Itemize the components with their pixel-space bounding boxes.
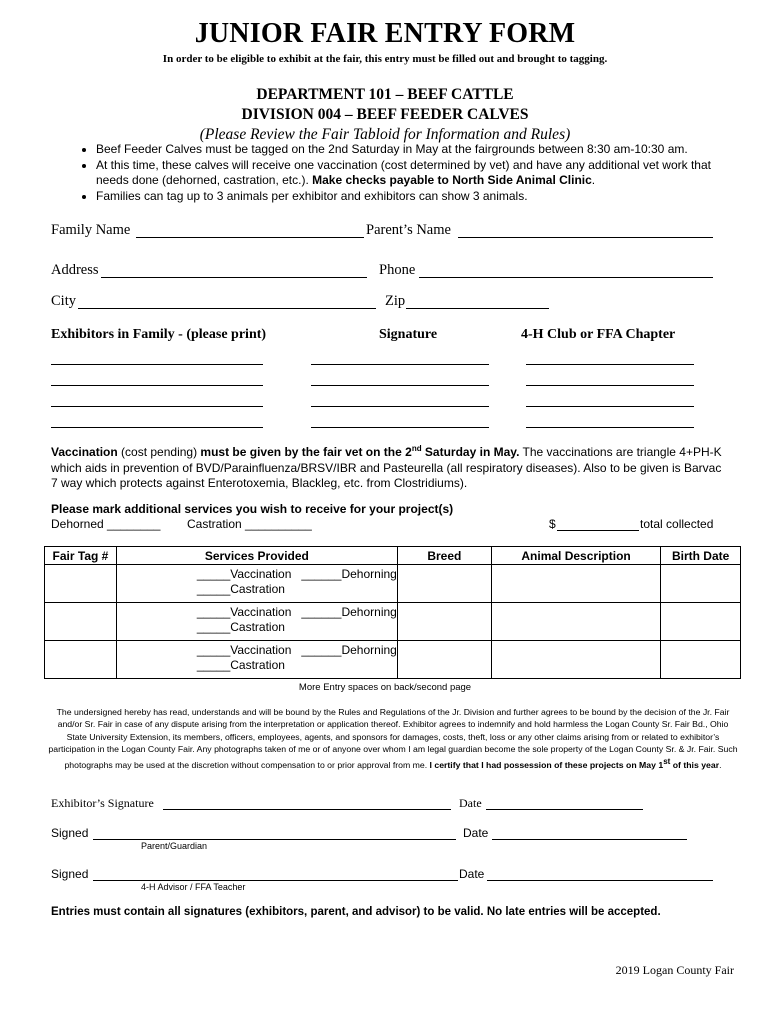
club-column-heading: 4-H Club or FFA Chapter	[521, 327, 676, 342]
city-field[interactable]	[78, 308, 376, 309]
total-collected-label: total collected	[640, 517, 714, 531]
advisor-date-label: Date	[459, 867, 485, 881]
services-cell	[116, 565, 397, 603]
animal-description-cell[interactable]	[491, 565, 660, 603]
breed-cell[interactable]	[397, 641, 491, 679]
rule-item: • Families can tag up to 3 animals per exhibitor and exhibitors can show 3 animals.	[96, 189, 746, 205]
parents-name-label: Parent’s Name	[366, 222, 451, 238]
city-label: City	[51, 293, 76, 309]
family-name-field[interactable]	[136, 237, 364, 238]
fair-tag-header: Fair Tag #	[45, 547, 117, 565]
rule-item: • At this time, these calves will receive one vaccination (cost determined by vet) and have any additional vet work that needs done (dehorned, castration, etc.). Make checks payable to North Side Animal Clinic.	[96, 158, 746, 189]
page-footer: 2019 Logan County Fair	[615, 963, 734, 977]
advisor-signed-label: Signed	[51, 867, 89, 881]
table-row	[45, 603, 741, 641]
review-note: (Please Review the Fair Tabloid for Information and Rules)	[199, 126, 571, 143]
services-header: Services Provided	[116, 547, 397, 565]
family-name-label: Family Name	[51, 222, 131, 238]
exhibitor-signature-field[interactable]	[311, 427, 489, 428]
breed-cell[interactable]	[397, 565, 491, 603]
animal-description-header: Animal Description	[491, 547, 660, 565]
exhibitor-name-field[interactable]	[51, 364, 263, 365]
exhibitor-signature-field[interactable]	[311, 406, 489, 407]
fair-tag-cell[interactable]	[45, 603, 117, 641]
exhibitor-signature-line[interactable]	[163, 809, 451, 810]
advisor-signature-line[interactable]	[93, 880, 458, 881]
birth-date-header: Birth Date	[661, 547, 741, 565]
fair-tag-cell[interactable]	[45, 641, 117, 679]
dollar-sign: $	[549, 517, 556, 531]
services-table	[44, 546, 741, 679]
advisor-date-line[interactable]	[487, 880, 713, 881]
table-row	[45, 641, 741, 679]
more-entries-note: More Entry spaces on back/second page	[298, 682, 472, 693]
table-header-row	[45, 547, 741, 565]
birth-date-cell[interactable]	[661, 641, 741, 679]
services-cell	[116, 641, 397, 679]
parent-date-label: Date	[463, 826, 489, 840]
exhibitor-name-field[interactable]	[51, 385, 263, 386]
vaccination-paragraph: Vaccination (cost pending) must be given by the fair vet on the 2nd Saturday in May. The vaccinations are triangle 4+PH-K which aids in prevention of BVD/Parainfluenza/BRSV/IBR and Pasteurella (all respiratory diseases). Also to be given is Barvac 7 way which protects against Enterotoxemia, Blackleg, etc. from Clostridiums).	[51, 444, 722, 490]
castration-option[interactable]: _____Castration	[196, 658, 285, 672]
parent-signature-line[interactable]	[93, 839, 456, 840]
exhibitor-signature-field[interactable]	[311, 385, 489, 386]
vaccination-option[interactable]: _____Vaccination	[196, 567, 292, 581]
parent-date-line[interactable]	[492, 839, 687, 840]
exhibitor-club-field[interactable]	[526, 406, 694, 407]
exhibitor-club-field[interactable]	[526, 385, 694, 386]
exhibitor-signature-field[interactable]	[311, 364, 489, 365]
additional-services-heading: Please mark additional services you wish to receive for your project(s)	[51, 502, 454, 516]
fair-tag-cell[interactable]	[45, 565, 117, 603]
department-heading: DEPARTMENT 101 – BEEF CATTLE	[256, 86, 514, 103]
animal-description-cell[interactable]	[491, 641, 660, 679]
form-title: JUNIOR FAIR ENTRY FORM	[194, 18, 576, 49]
exhibitor-signature-label: Exhibitor’s Signature	[51, 796, 154, 810]
rule-item: • Beef Feeder Calves must be tagged on the 2nd Saturday in May at the fairgrounds between 8:30 am-10:30 am.	[96, 142, 746, 158]
castration-option[interactable]: _____Castration	[196, 620, 285, 634]
vaccination-option[interactable]: _____Vaccination	[196, 643, 292, 657]
birth-date-cell[interactable]	[661, 565, 741, 603]
breed-header: Breed	[397, 547, 491, 565]
breed-cell[interactable]	[397, 603, 491, 641]
parent-signed-label: Signed	[51, 826, 89, 840]
exhibitor-name-field[interactable]	[51, 427, 263, 428]
zip-field[interactable]	[406, 308, 549, 309]
zip-label: Zip	[385, 293, 406, 309]
exhibitor-club-field[interactable]	[526, 427, 694, 428]
final-note: Entries must contain all signatures (exhibitors, parent, and advisor) to be valid. No late entries will be accepted.	[51, 906, 661, 918]
castration-option[interactable]: _____Castration	[196, 582, 285, 596]
animal-description-cell[interactable]	[491, 603, 660, 641]
dehorned-option[interactable]: Dehorned ________	[51, 517, 161, 531]
exhibitor-name-field[interactable]	[51, 406, 263, 407]
services-cell	[116, 603, 397, 641]
total-collected-field[interactable]	[557, 530, 639, 531]
vaccination-option[interactable]: _____Vaccination	[196, 605, 292, 619]
form-subtitle: In order to be eligible to exhibit at the fair, this entry must be filled out and brought to tagging.	[162, 53, 608, 65]
advisor-teacher-label: 4-H Advisor / FFA Teacher	[141, 882, 246, 892]
division-heading: DIVISION 004 – BEEF FEEDER CALVES	[241, 106, 529, 123]
dehorning-option[interactable]: ______Dehorning	[301, 605, 397, 619]
terms-paragraph: The undersigned hereby has read, understands and will be bound by the Rules and Regulations of the Jr. Division and further agrees to be bound by the decision of the Jr. Fair and/or Sr. Fair in case of any dispute arising from the interpretation or application thereof. Exhibitor agrees to indemnify and hold harmless the Logan County Sr. Fair Bd., Ohio State University Extension, its members, officers, employees, agents, and sponsors for damages, costs, theft, loss or any other claims arising from or related to exhibitor’s participation in the Logan County Fair. Any photographs taken of me or of anyone over whom I am legal guardian become the sole property of the Logan County Sr. & Jr. Fair. Such photographs may be used at the discretion without compensation to or prior approval from me. I certify that I had possession of these projects on May 1st of this year.	[48, 707, 738, 770]
parents-name-field[interactable]	[458, 237, 713, 238]
exhibitors-column-heading: Exhibitors in Family - (please print)	[51, 327, 267, 342]
signature-column-heading: Signature	[379, 327, 438, 342]
dehorning-option[interactable]: ______Dehorning	[301, 643, 397, 657]
rules-list	[72, 142, 746, 204]
birth-date-cell[interactable]	[661, 603, 741, 641]
address-label: Address	[51, 262, 99, 278]
castration-option[interactable]: Castration __________	[187, 517, 312, 531]
phone-label: Phone	[379, 262, 416, 278]
parent-guardian-label: Parent/Guardian	[141, 841, 208, 851]
exhibitor-date-label: Date	[459, 796, 482, 810]
exhibitor-club-field[interactable]	[526, 364, 694, 365]
phone-field[interactable]	[419, 277, 713, 278]
dehorning-option[interactable]: ______Dehorning	[301, 567, 397, 581]
exhibitor-date-line[interactable]	[486, 809, 643, 810]
table-row	[45, 565, 741, 603]
address-field[interactable]	[101, 277, 367, 278]
